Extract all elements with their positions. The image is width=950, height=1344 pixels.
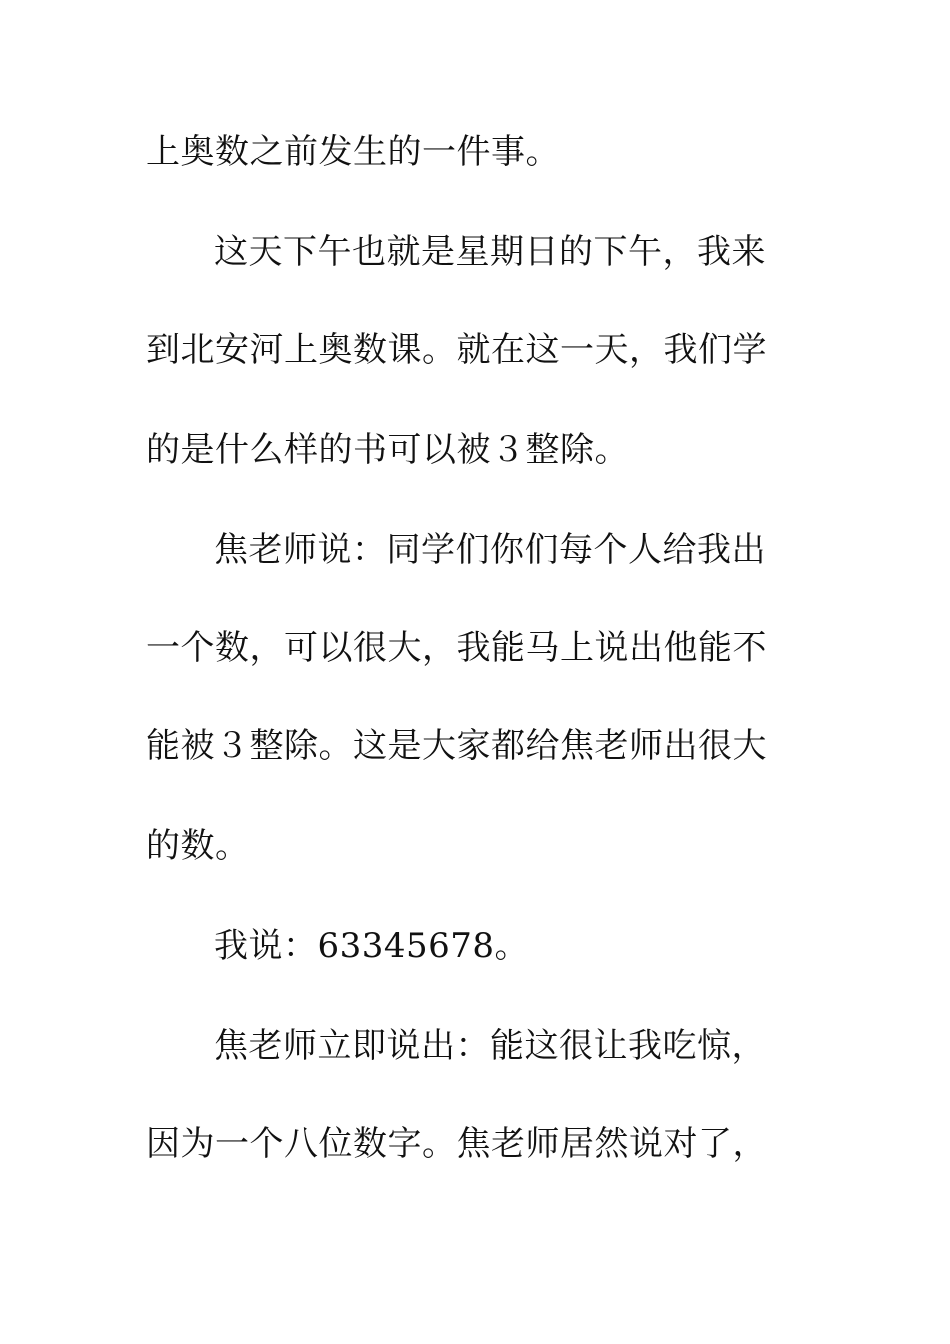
paragraph-start-line: 焦老师立即说出：能这很让我吃惊，	[214, 1026, 766, 1066]
paragraph-start-line: 这天下午也就是星期日的下午，我来	[214, 232, 766, 272]
text-line: 能被３整除。这是大家都给焦老师出很大	[146, 726, 767, 766]
text-line: 到北安河上奥数课。就在这一天，我们学	[146, 330, 767, 370]
paragraph-start-line: 我说：63345678。	[214, 926, 530, 966]
text-line: 的是什么样的书可以被３整除。	[146, 430, 629, 470]
paragraph-start-line: 焦老师说：同学们你们每个人给我出	[214, 530, 766, 570]
text-line: 上奥数之前发生的一件事。	[146, 132, 560, 172]
text-line: 的数。	[146, 826, 250, 866]
text-line: 一个数，可以很大，我能马上说出他能不	[146, 628, 767, 668]
text-line: 因为一个八位数字。焦老师居然说对了，	[146, 1124, 767, 1164]
